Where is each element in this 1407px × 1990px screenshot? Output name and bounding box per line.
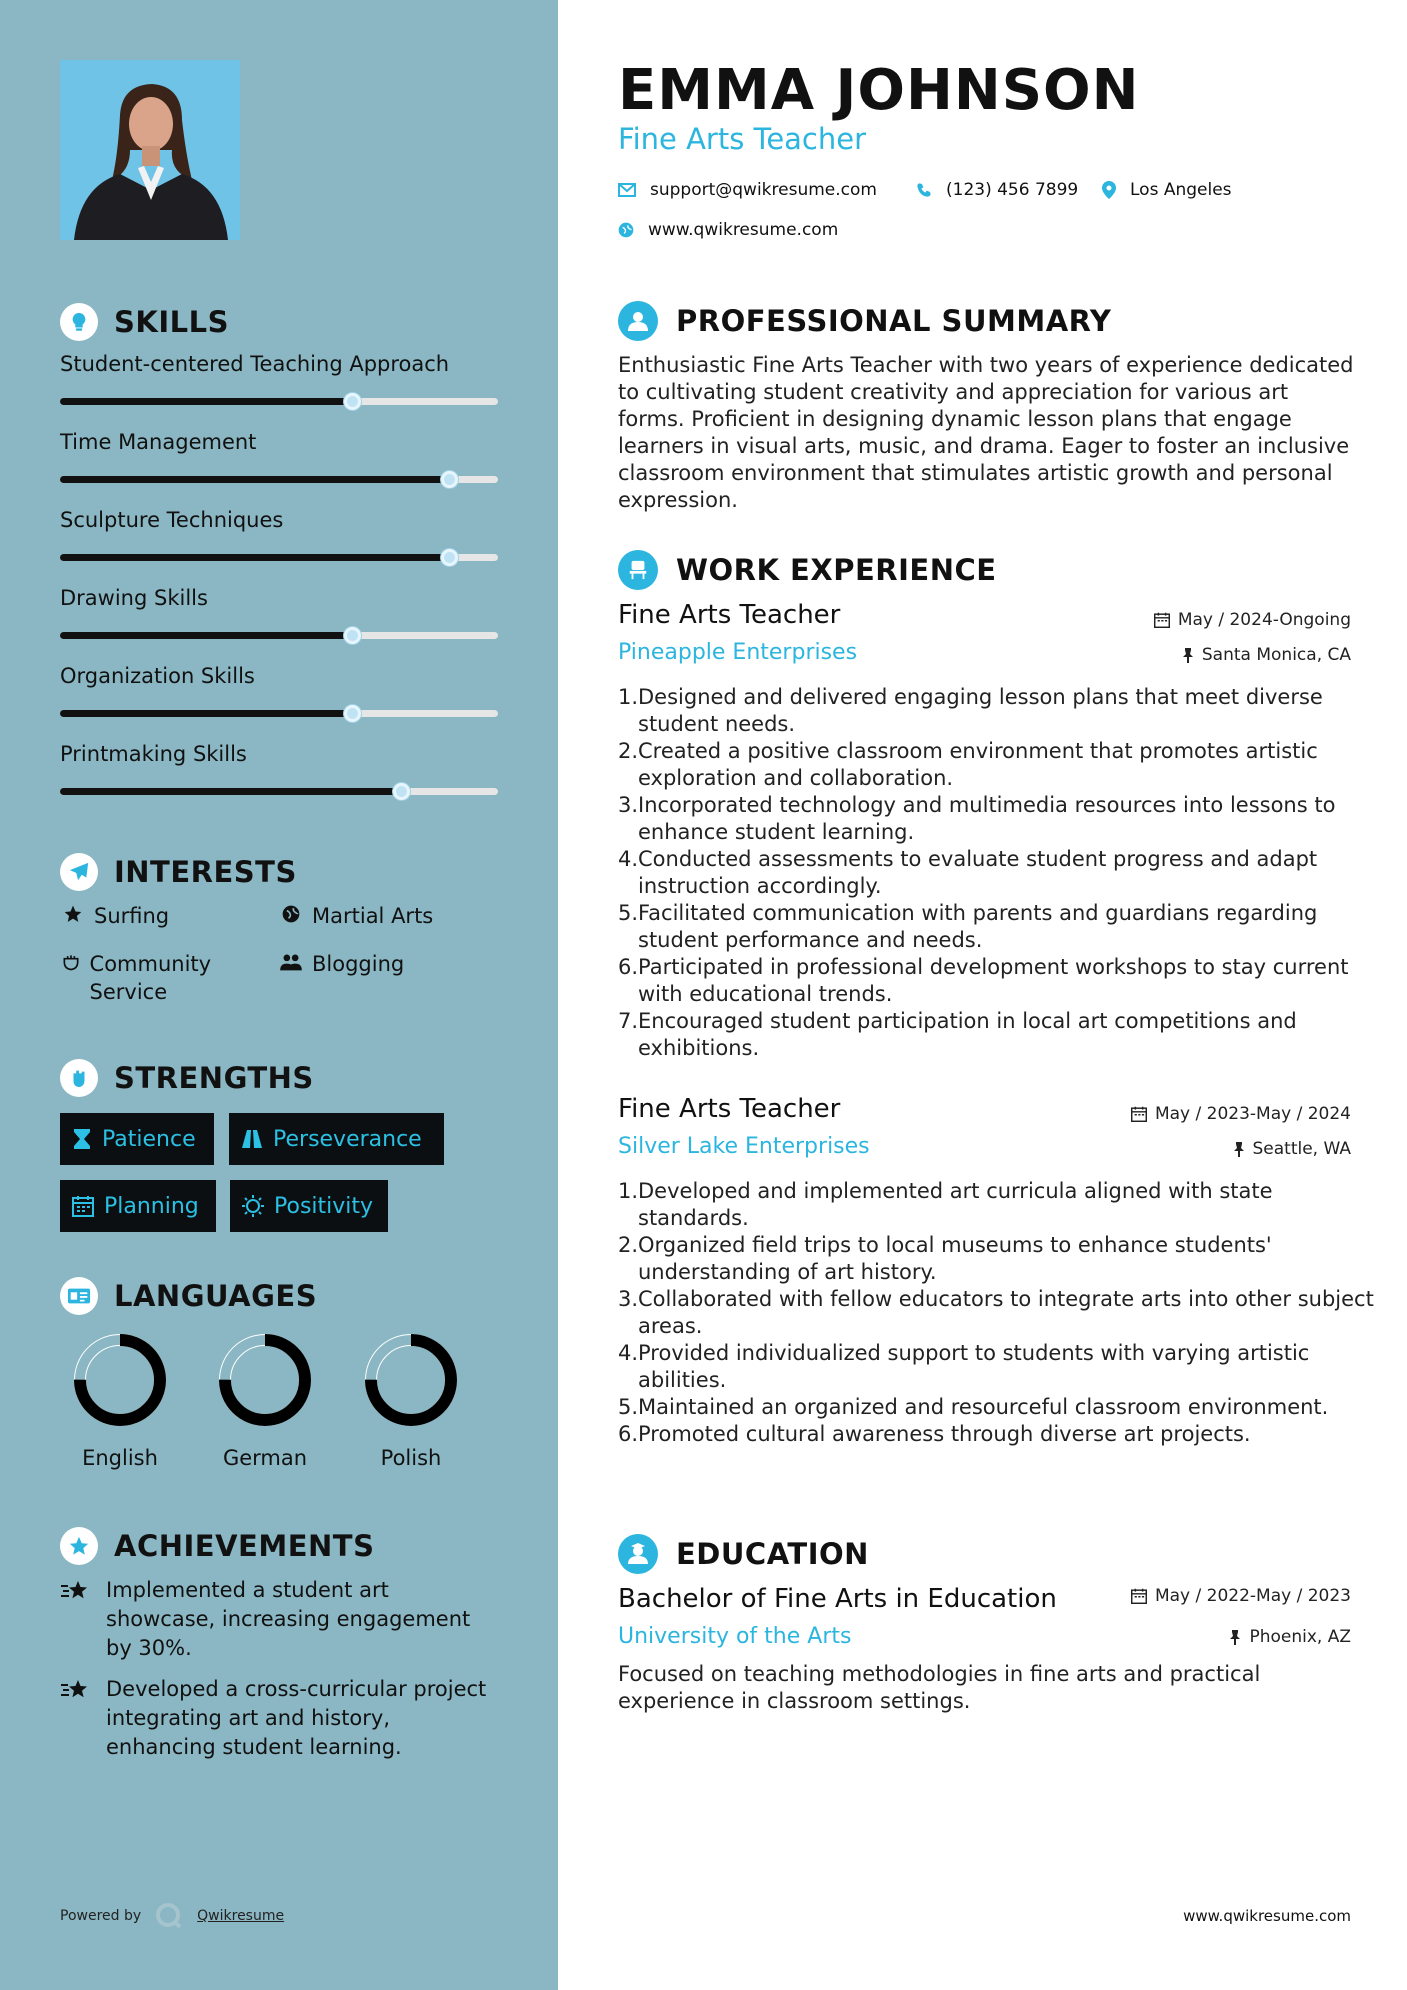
skill-fill [60,632,353,639]
bullet-item: 5. Maintained an organized and resourceful classroom environment. [618,1395,1329,1419]
footer-website[interactable]: www.qwikresume.com [1183,1907,1351,1925]
bullet-item: 2. Created a positive classroom environment that promotes artistic exploration and collaboration. [618,739,1318,790]
envelope-icon [618,183,636,197]
job-location-text: Santa Monica, CA [1201,645,1351,665]
interest-label: Martial Arts [312,904,434,928]
skill-knob [344,393,361,410]
powered-by [60,1902,284,1930]
sidebar [0,0,558,1990]
interest-item [60,950,260,1006]
language-ring [363,1332,459,1428]
skill-item [60,586,498,639]
lightbulb-icon [60,303,98,341]
experience-heading [618,550,997,590]
education-school: University of the Arts [618,1624,852,1649]
job-bullets [618,1178,1378,1448]
skill-item [60,742,498,795]
globe-icon [618,222,634,238]
skill-name: Time Management [60,430,257,454]
skill-name: Drawing Skills [60,586,208,610]
phone-icon [916,182,932,198]
bullet-item: 3. Collaborated with fellow educators to integrate arts into other subject areas. [618,1287,1374,1338]
candidate-name: EMMA JOHNSON [618,58,1140,123]
achievement-text: Developed a cross-curricular project integrating art and history, enhancing student learning. [106,1677,487,1759]
website-text: www.qwikresume.com [648,220,839,240]
bullet-item: 4. Conducted assessments to evaluate student progress and adapt instruction accordingly. [618,847,1318,898]
skill-item [60,352,498,405]
skill-fill [60,398,353,405]
language-item [351,1332,471,1470]
job-location [1233,1139,1352,1159]
skill-bar [60,476,498,483]
job-company: Silver Lake Enterprises [618,1134,870,1159]
interests-heading [60,853,297,891]
job-bullets [618,684,1378,1062]
strength-tag [60,1180,216,1232]
bullet-item: 3. Incorporated technology and multimedia resources into lessons to enhance student learning. [618,793,1336,844]
star-icon [60,902,86,924]
sun-icon [242,1195,264,1217]
language-item [60,1332,180,1470]
skill-bar [60,398,498,405]
phone-text: (123) 456 7899 [946,180,1079,200]
skill-bar [60,710,498,717]
education-degree: Bachelor of Fine Arts in Education [618,1584,1057,1614]
map-pin-icon [1102,181,1116,199]
strength-label: Positivity [274,1193,374,1219]
language-item [205,1332,325,1470]
bullet-item: 6. Participated in professional development workshops to stay current with educational trends. [618,955,1349,1006]
strength-label: Patience [102,1126,196,1152]
skill-knob [393,783,410,800]
skill-fill [60,710,353,717]
strengths-title: STRENGTHS [114,1061,314,1095]
job-location [1182,645,1351,665]
qwikresume-logo-icon [155,1902,183,1930]
fist-icon [60,1059,98,1097]
achievement-text: Implemented a student art showcase, increasing engagement by 30%. [106,1578,471,1660]
language-name: Polish [380,1446,442,1470]
language-name: English [82,1446,158,1470]
education-title: EDUCATION [676,1537,869,1571]
job-company: Pineapple Enterprises [618,640,858,665]
globe-icon [278,902,304,924]
bullet-item: 7. Encouraged student participation in local art competitions and exhibitions. [618,1009,1297,1060]
education-location-text: Phoenix, AZ [1249,1627,1351,1647]
main-content [558,0,1407,1990]
calendar-icon [1131,1588,1147,1604]
bullet-item: 2. Organized field trips to local museums to enhance students' understanding of art history. [618,1233,1272,1284]
user-icon [618,301,658,341]
location-text: Los Angeles [1130,180,1232,200]
users-icon [278,950,304,972]
interest-label: Blogging [312,952,405,976]
job-title: Fine Arts Teacher [618,1094,841,1124]
job-dates-text: May / 2024-Ongoing [1177,610,1351,630]
skill-bar [60,788,498,795]
skill-item [60,664,498,717]
profile-photo [60,60,240,240]
strength-tag [229,1113,444,1165]
graduate-icon [618,1534,658,1574]
job-dates [1154,610,1351,630]
skill-item [60,430,498,483]
skill-knob [344,627,361,644]
strength-label: Planning [104,1193,199,1219]
calendar-icon [72,1195,94,1217]
road-icon [241,1128,263,1150]
language-name: German [222,1446,308,1470]
shooting-star-icon [60,1675,96,1707]
bullet-item: 5. Facilitated communication with parents and guardians regarding student performance and needs. [618,901,1318,952]
education-dates-text: May / 2022-May / 2023 [1154,1586,1351,1606]
job-location-text: Seattle, WA [1252,1139,1351,1159]
shooting-star-icon [60,1576,96,1608]
education-dates [1131,1586,1351,1606]
skill-fill [60,554,450,561]
job-title: Fine Arts Teacher [618,600,841,630]
achievements-heading [60,1527,374,1565]
skill-knob [344,705,361,722]
education-description: Focused on teaching methodologies in fine arts and practical experience in classroom settings. [618,1662,1261,1713]
achievement-item [60,1576,500,1663]
skill-bar [60,554,498,561]
summary-heading [618,301,1111,341]
achievement-item [60,1675,500,1762]
strength-tag [230,1180,388,1232]
skill-knob [441,549,458,566]
contact-location [1102,180,1232,200]
interest-item [278,902,433,930]
bullet-item: 1. Designed and delivered engaging lesson plans that meet diverse student needs. [618,685,1323,736]
skill-item [60,508,498,561]
contact-website[interactable] [618,220,838,240]
skills-title: SKILLS [114,305,229,339]
pin-icon [1229,1629,1241,1645]
chair-icon [618,550,658,590]
calendar-icon [1154,612,1170,628]
languages-heading [60,1277,317,1315]
calendar-icon [1131,1106,1147,1122]
email-text: support@qwikresume.com [650,180,877,200]
skill-name: Printmaking Skills [60,742,247,766]
skill-name: Sculpture Techniques [60,508,284,532]
paper-plane-icon [60,853,98,891]
skill-bar [60,632,498,639]
strengths-heading [60,1059,314,1097]
strength-tag [60,1113,214,1165]
contact-email[interactable] [618,180,877,200]
interest-label: Surfing [94,904,170,928]
contact-phone[interactable] [916,180,1078,200]
education-heading [618,1534,869,1574]
summary-text: Enthusiastic Fine Arts Teacher with two years of experience dedicated to cultivating student creativity and appreciation for various art forms. Proficient in designing dynamic lesson plans that engage learners in visual arts, music, and drama. Eager to foster an inclusive classroom environment that stimulates artistic growth and personal expression. [618,353,1354,512]
job-dates [1131,1104,1351,1124]
interest-item [278,950,404,978]
bullet-item: 4. Provided individualized support to students with varying artistic abilities. [618,1341,1310,1392]
skill-knob [441,471,458,488]
skill-name: Student-centered Teaching Approach [60,352,450,376]
skill-fill [60,476,450,483]
bullet-item: 1. Developed and implemented art curricula aligned with state standards. [618,1179,1273,1230]
education-location [1229,1627,1351,1647]
strength-label: Perseverance [273,1126,422,1152]
skill-name: Organization Skills [60,664,255,688]
powered-by-label: Powered by [60,1908,142,1924]
job-dates-text: May / 2023-May / 2024 [1154,1104,1351,1124]
interest-item [60,902,169,930]
pin-icon [1233,1141,1245,1157]
achievements-title: ACHIEVEMENTS [114,1529,375,1563]
id-card-icon [60,1277,98,1315]
candidate-role: Fine Arts Teacher [618,122,867,156]
skill-fill [60,788,402,795]
star-badge-icon [60,1527,98,1565]
interests-title: INTERESTS [114,855,297,889]
pin-icon [1182,647,1194,663]
experience-title: WORK EXPERIENCE [676,553,997,587]
summary-title: PROFESSIONAL SUMMARY [676,304,1112,338]
qwikresume-link[interactable]: Qwikresume [197,1908,285,1924]
skills-heading [60,303,229,341]
languages-title: LANGUAGES [114,1279,318,1313]
language-ring [217,1332,313,1428]
hand-icon [60,950,82,972]
bullet-item: 6. Promoted cultural awareness through diverse art projects. [618,1422,1251,1446]
hourglass-icon [72,1128,92,1150]
interest-label: Community Service [89,952,212,1004]
language-ring [72,1332,168,1428]
